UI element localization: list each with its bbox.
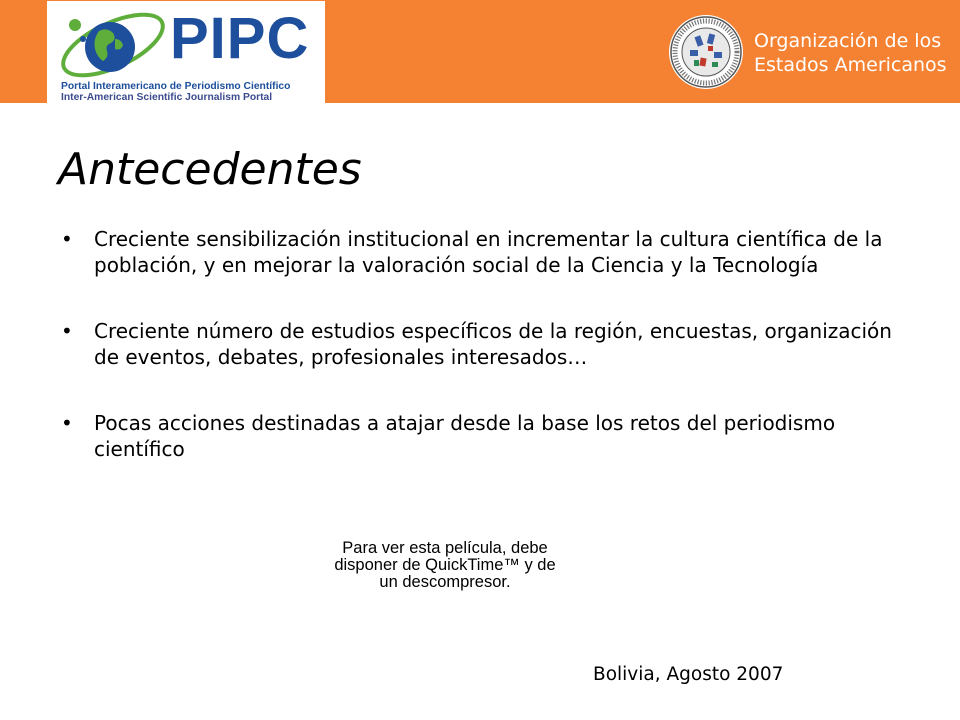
- quicktime-line2: disponer de QuickTime™ y de: [334, 556, 556, 574]
- bullet-text: Creciente número de estudios específicos de la región, encuestas, organización de eventos, debates, profesionales interesados…: [94, 319, 892, 369]
- bullet-item: [58, 410, 908, 462]
- footer-location-date: Bolivia, Agosto 2007: [593, 664, 784, 685]
- oas-name-line1: Organización de los: [754, 30, 942, 52]
- bullet-item: [58, 318, 908, 370]
- bullet-glyph: •: [61, 227, 73, 251]
- bullet-glyph: •: [61, 319, 73, 343]
- oas-name-line2: Estados Americanos: [754, 54, 947, 76]
- bullet-text: Pocas acciones destinadas a atajar desde la base los retos del periodismo científico: [94, 411, 836, 461]
- pipc-logo: [47, 1, 325, 103]
- quicktime-placeholder: [300, 540, 590, 591]
- pipc-subtitle-es: Portal Interamericano de Periodismo Científico: [61, 81, 291, 92]
- quicktime-line1: Para ver esta película, debe: [342, 539, 548, 557]
- bullet-text: Creciente sensibilización institucional en incrementar la cultura científica de la población, y en mejorar la valoración social de la Ciencia y la Tecnología: [94, 227, 883, 277]
- bullet-glyph: •: [61, 411, 73, 435]
- oas-seal-icon: [668, 14, 744, 90]
- slide-title: Antecedentes: [58, 144, 362, 195]
- bullet-list: [58, 226, 908, 462]
- globe-icon: [55, 5, 175, 85]
- header-bar: [0, 0, 960, 103]
- quicktime-line3: un descompresor.: [379, 573, 511, 591]
- oas-name: [754, 29, 947, 77]
- pipc-wordmark: PIPC: [170, 6, 310, 71]
- bullet-item: [58, 226, 908, 278]
- pipc-subtitle-en: Inter-American Scientific Journalism Portal: [61, 92, 273, 103]
